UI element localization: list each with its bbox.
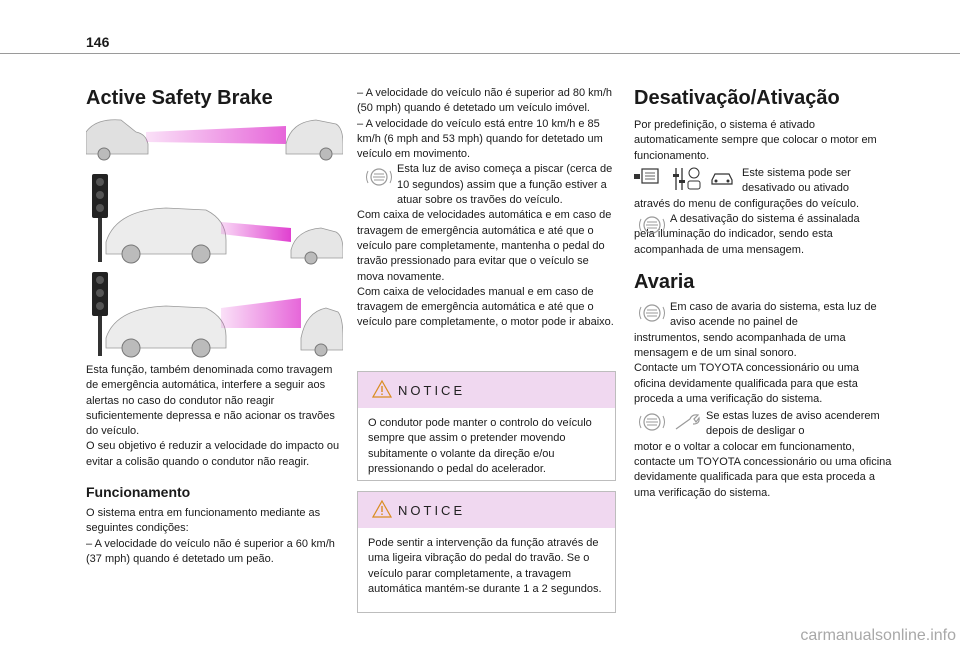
car-icon (710, 170, 734, 186)
page-number: 146 (86, 34, 110, 50)
notice-triangle-icon (372, 380, 392, 398)
illustration-pedestrian (86, 268, 343, 360)
section-intro: O sistema entra em funcionamento mediante as seguintes condições: (86, 507, 321, 535)
watermark: carmanualsonline.info (800, 627, 956, 644)
notice-header (358, 372, 615, 408)
condition-moving: – A velocidade do veículo está entre 10 km/h e 85 km/h (6 mph and 53 mph) quando for detetado um veículo em movimento. (357, 117, 603, 161)
notice-title: NOTICE (398, 503, 466, 518)
fault-text-end: instrumentos, sendo acompanhada de uma mensagem e de um sinal sonoro. (634, 331, 846, 359)
indicator-text-end: pela iluminação do indicador, sendo esta acompanhada de uma mensagem. (634, 228, 833, 256)
indicator-text-start: A desativação do sistema é assinalada (670, 213, 860, 226)
notice-box-vibration (357, 491, 616, 613)
objective-text: O seu objetivo é reduzir a velocidade do impacto ou evitar a colisão quando o condutor não reagir. (86, 440, 340, 468)
condition-stationary: – A velocidade do veículo não é superior ad 80 km/h (50 mph) quando é detetado um veículo imóvel. (357, 87, 613, 115)
notice-text: Pode sentir a intervenção da função através de uma ligeira vibração do pedal do travão. Se o veículo parar completamente, a travagem automática mantém-se durante 1 a 2 segundos. (368, 537, 602, 595)
menu-text-end: através do menu de configurações do veículo. (634, 197, 860, 210)
page-title: Active Safety Brake (86, 87, 273, 109)
header-rule (0, 53, 960, 54)
notice-title: NOTICE (398, 383, 466, 398)
illustration-stationary-car (86, 170, 343, 266)
fault-text-start: Em caso de avaria do sistema, esta luz de aviso acende no painel de (670, 301, 877, 329)
condition-pedestrian: – A velocidade do veículo não é superior a 60 km/h (37 mph) quando é detetado um peão. (86, 537, 335, 565)
section-title-deactivation: Desativação/Ativação (634, 87, 840, 109)
warning-light-icon (638, 302, 666, 324)
notice-triangle-icon (372, 500, 392, 518)
section-title-fault: Avaria (634, 271, 695, 294)
notice-box-control (357, 371, 616, 481)
illustration-moving-car (86, 114, 343, 164)
manual-gearbox-text: Com caixa de velocidades manual e em caso de travagem de emergência automática e até que o veículo pare completamente, o motor pode ir abaixo. (357, 285, 614, 329)
warning-light-icon (638, 214, 666, 236)
lights-text-start: Se estas luzes de aviso acenderem depois de desligar o (706, 410, 880, 438)
notice-text: O condutor pode manter o controlo do veículo sempre que assim o pretender movendo subitamente o volante da direção e/ou pressionando o pedal do acelerador. (368, 417, 592, 475)
lights-text-middle: motor e o voltar a colocar em funcionamento, (634, 440, 855, 453)
notice-header (358, 492, 615, 528)
section-title-funcionamento: Funcionamento (86, 484, 191, 501)
automatic-gearbox-text: Com caixa de velocidades automática e em caso de travagem de emergência automática e até que o veículo pare completamente, mantenha o pedal do travão pressionado para evitar que o veículo se mova novamente. (357, 209, 612, 283)
contact-dealer-text-2: contacte um TOYOTA concessionário ou uma oficina devidamente qualificada para que esta proceda a uma verificação do sistema. (634, 456, 892, 499)
display-screen-icon (634, 166, 660, 188)
warning-light-icon (638, 411, 666, 433)
warning-light-text: Esta luz de aviso começa a piscar (cerca de 10 segundos) assim que a função estiver a atuar sobre os travões do veículo. (397, 163, 613, 207)
contact-dealer-text: Contacte um TOYOTA concessionário ou uma oficina devidamente qualificada para que esta proceda a uma verificação do sistema. (634, 362, 860, 405)
default-activation-text: Por predefinição, o sistema é ativado automaticamente sempre que colocar o motor em funcionamento. (634, 119, 877, 162)
wrench-icon (674, 413, 700, 431)
vehicle-settings-icon (672, 166, 702, 192)
intro-text: Esta função, também denominada como travagem de emergência automática, interfere a seguir aos alertas no caso do condutor não reagir suficientemente depressa e não acionar os travões do veículo. (86, 364, 335, 438)
warning-light-icon (365, 166, 393, 188)
menu-text-start: Este sistema pode ser desativado ou ativado (742, 166, 851, 195)
